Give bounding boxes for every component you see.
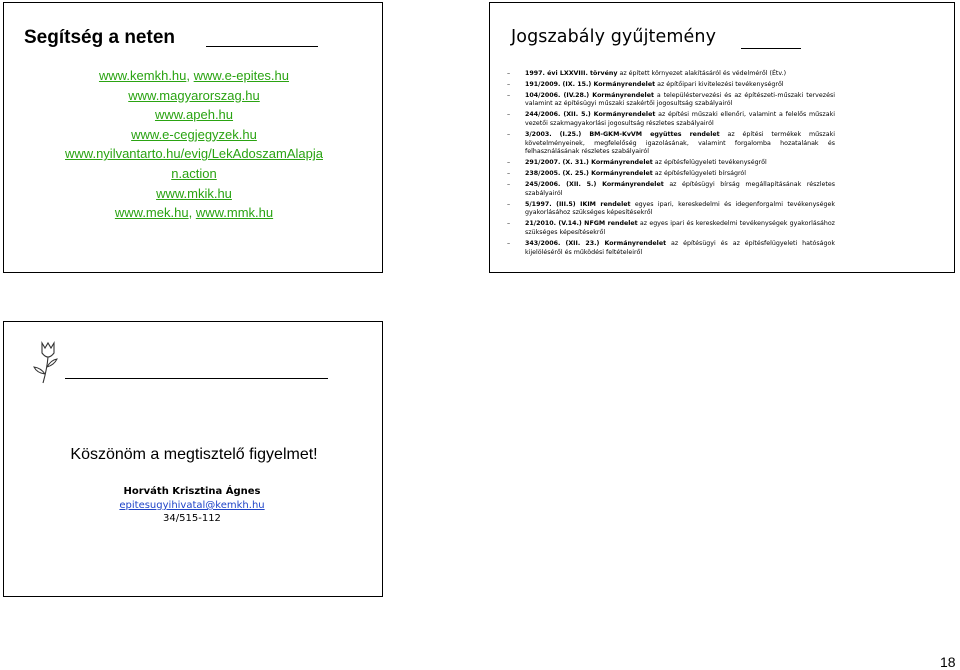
link-row bbox=[4, 203, 384, 223]
link-row bbox=[4, 164, 384, 184]
law-item bbox=[499, 92, 835, 109]
title-underline bbox=[206, 46, 318, 47]
law-item bbox=[499, 170, 835, 179]
law-reference: 245/2006. (XII. 5.) Kormányrendelet bbox=[525, 181, 664, 189]
slide-help-online bbox=[3, 2, 383, 273]
law-item bbox=[499, 181, 835, 198]
slide-thank-you bbox=[3, 321, 383, 597]
web-link[interactable]: www.mek.hu bbox=[114, 205, 189, 221]
law-description: az épített környezet alakításáról és védelméről (Étv.) bbox=[619, 70, 787, 77]
thank-you-heading: Köszönöm a megtisztelő figyelmet! bbox=[70, 446, 318, 463]
law-description: az építésfelügyeleti bírságról bbox=[654, 170, 747, 178]
page-number: 18 bbox=[940, 654, 956, 670]
link-row bbox=[4, 105, 384, 125]
law-list bbox=[499, 70, 835, 259]
web-link[interactable]: www.mkik.hu bbox=[156, 185, 232, 201]
law-description: az építési műszaki ellenőri, valamint a felelős műszaki vezetői szakmagyakorlási jogosultság részletes szabályairól bbox=[525, 111, 835, 128]
law-description: az építési termékek műszaki követelményeinek, megfelelőség igazolásának, valamint forgalomba hozatalának és felhasználásának részletes szabályairól bbox=[525, 130, 835, 156]
slide-title: Jogszabály gyűjtemény bbox=[511, 27, 717, 47]
author-email-link[interactable]: epitesugyihivatal@kemkh.hu bbox=[119, 500, 265, 511]
link-separator: , bbox=[186, 68, 194, 83]
law-item bbox=[499, 131, 835, 157]
law-description: az építésügyi bírság megállapításának részletes szabályairól bbox=[525, 181, 835, 197]
law-reference: 244/2006. (XII. 5.) Kormányrendelet bbox=[525, 111, 656, 119]
author-phone: 34/515-112 bbox=[163, 513, 221, 524]
law-reference: 21/2010. (V.14.) NFGM rendelet bbox=[525, 220, 638, 228]
law-item bbox=[499, 201, 835, 218]
law-description: az építésfelügyeleti tevékenységről bbox=[654, 159, 767, 167]
web-link[interactable]: www.apeh.hu bbox=[154, 107, 234, 123]
law-item bbox=[499, 70, 835, 79]
web-link[interactable]: www.nyilvantarto.hu/evig/LekAdoszamAlapja bbox=[65, 146, 323, 162]
law-reference: 291/2007. (X. 31.) Kormányrendelet bbox=[525, 159, 653, 167]
link-row bbox=[4, 184, 384, 204]
web-link[interactable]: www.magyarorszag.hu bbox=[128, 87, 260, 103]
law-description: egyes ipari, kereskedelmi és idegenforgalmi tevékenységek gyakorlásához szükséges képesítésekről bbox=[525, 200, 835, 217]
law-item bbox=[499, 159, 835, 168]
tulip-icon bbox=[32, 341, 62, 385]
divider-line bbox=[65, 378, 328, 379]
web-link[interactable]: www.e-cegjegyzek.hu bbox=[131, 126, 257, 142]
law-item bbox=[499, 220, 835, 237]
link-row bbox=[4, 125, 384, 145]
author-name: Horváth Krisztina Ágnes bbox=[123, 486, 261, 497]
law-reference: 5/1997. (III.5) IKIM rendelet bbox=[525, 200, 631, 208]
web-link[interactable]: www.kemkh.hu bbox=[98, 68, 187, 83]
link-separator: , bbox=[188, 205, 196, 221]
law-item bbox=[499, 240, 835, 257]
slide-legislation bbox=[489, 2, 955, 273]
law-reference: 343/2006. (XII. 23.) Kormányrendelet bbox=[525, 239, 667, 247]
law-description: az építésügyi és az építésfelügyeleti hatóságok kijelöléséről és működési feltételeiről bbox=[525, 239, 835, 256]
law-description: az egyes ipari és kereskedelmi tevékenységek gyakorlásához szükséges képesítésekről bbox=[525, 220, 835, 236]
web-link[interactable]: www.e-epites.hu bbox=[193, 68, 290, 83]
title-underline bbox=[741, 48, 801, 49]
law-item bbox=[499, 81, 835, 90]
slide-title: Segítség a neten bbox=[24, 27, 175, 48]
link-row bbox=[4, 144, 384, 164]
law-reference: 3/2003. (I.25.) BM-GKM-KvVM együttes rendelet bbox=[525, 130, 720, 138]
law-description: a településtervezési és az építészeti-műszaki tervezési valamint az építésügyi műszaki szakértői jogosultság szabályairól bbox=[525, 91, 835, 108]
link-row bbox=[4, 86, 384, 106]
law-reference: 238/2005. (X. 25.) Kormányrendelet bbox=[525, 170, 653, 178]
law-reference: 1997. évi LXXVIII. törvény bbox=[525, 70, 618, 77]
law-item bbox=[499, 111, 835, 128]
link-list bbox=[4, 66, 384, 223]
web-link[interactable]: n.action bbox=[171, 165, 217, 181]
law-description: az építőipari kivitelezési tevékenységről bbox=[657, 80, 784, 88]
web-link[interactable]: www.mmk.hu bbox=[195, 205, 274, 221]
link-row bbox=[4, 66, 384, 86]
law-reference: 104/2006. (IV.28.) Kormányrendelet bbox=[525, 91, 654, 99]
law-reference: 191/2009. (IX. 15.) Kormányrendelet bbox=[525, 80, 656, 88]
